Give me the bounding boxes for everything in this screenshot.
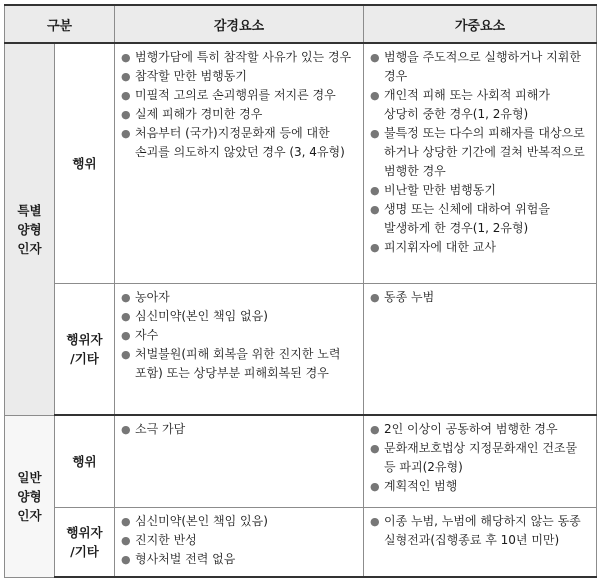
category-general-line: 인자: [17, 507, 42, 523]
general-act-aggravating-list: [370, 420, 588, 496]
general-actor-aggravating-list: [370, 512, 588, 550]
list-item: [121, 48, 355, 67]
general-act-row: [5, 415, 597, 507]
category-special-line: 양형: [17, 221, 42, 237]
general-act-mitigating-cell: [115, 415, 364, 507]
general-act-mitigating-list: [121, 420, 355, 439]
list-item-text: 실제 피해가 경미한 경우: [135, 107, 263, 121]
bullet-icon: ●: [121, 533, 131, 547]
list-item-text: 소극 가담: [135, 422, 186, 436]
list-item: [370, 48, 588, 86]
list-item: [121, 67, 355, 86]
bullet-icon: ●: [121, 423, 131, 436]
bullet-icon: ●: [121, 309, 131, 323]
special-act-mitigating-cell: [115, 43, 364, 283]
list-item: [370, 86, 588, 124]
subcategory-label-line: 행위자: [66, 331, 103, 347]
bullet-icon: ●: [121, 552, 131, 566]
bullet-icon: ●: [121, 290, 131, 304]
category-special: [5, 43, 55, 415]
list-item-text: 계획적인 범행: [384, 479, 458, 493]
list-item: [370, 420, 588, 439]
list-item-text: 진지한 반성: [135, 532, 197, 547]
list-item-text: 범행을 주도적으로 실행하거나 지휘한 경우: [384, 50, 581, 83]
list-item-text: 문화재보호법상 지정문화재인 건조물 등 파괴(2유형): [384, 441, 578, 474]
list-item-text: 이종 누범, 누범에 해당하지 않는 동종 실형전과(집행종료 후 10년 미만): [384, 513, 581, 547]
category-general: [5, 415, 55, 577]
list-item-text: 비난할 만한 범행동기: [384, 183, 496, 197]
header-category: 구분: [5, 5, 115, 43]
list-item-text: 불특정 또는 다수의 피해자를 대상으로 하거나 상당한 기간에 걸쳐 반복적으로 범행한 경우: [384, 126, 585, 178]
special-actor-aggravating-cell: [364, 283, 597, 415]
header-aggravating: 가중요소: [364, 5, 597, 43]
list-item-text: 자수: [135, 327, 159, 342]
list-item: [370, 512, 588, 550]
subcategory-act: [55, 43, 115, 283]
list-item: [370, 181, 588, 200]
list-item: [121, 326, 355, 345]
list-item: [121, 86, 355, 105]
list-item-text: 동종 누범: [384, 289, 435, 304]
list-item-text: 형사처벌 전력 없음: [135, 551, 236, 566]
subcategory-label-line: 행위: [72, 453, 97, 469]
subcategory-label-line: /기타: [70, 350, 99, 366]
bullet-icon: ●: [121, 127, 131, 140]
subcategory-actor: [55, 283, 115, 415]
list-item-text: 범행가담에 특히 참작할 사유가 있는 경우: [135, 50, 352, 64]
list-item: [121, 550, 355, 569]
bullet-icon: ●: [121, 70, 131, 83]
bullet-icon: ●: [121, 347, 131, 361]
list-item: [121, 531, 355, 550]
list-item-text: 농아자: [135, 289, 170, 304]
list-item-text: 처벌불원(피해 회복을 위한 진지한 노력 포함) 또는 상당부분 피해회복된 경우: [135, 346, 341, 380]
special-actor-mitigating-list: [121, 288, 355, 383]
list-item-text: 2인 이상이 공동하여 범행한 경우: [384, 422, 558, 436]
subcategory-act: [55, 415, 115, 507]
bullet-icon: ●: [121, 51, 131, 64]
list-item-text: 처음부터 (국가)지정문화재 등에 대한 손괴를 의도하지 않았던 경우 (3, 4유형): [135, 126, 345, 159]
list-item: [121, 420, 355, 439]
list-item: [121, 124, 355, 162]
bullet-icon: ●: [121, 89, 131, 102]
sentencing-factors-table: [4, 4, 597, 578]
list-item: [370, 124, 588, 181]
list-item-text: 심신미약(본인 책임 있음): [135, 513, 268, 528]
bullet-icon: ●: [121, 328, 131, 342]
list-item: [121, 307, 355, 326]
bullet-icon: ●: [370, 89, 380, 102]
list-item: [370, 477, 588, 496]
general-actor-aggravating-cell: [364, 507, 597, 577]
bullet-icon: ●: [121, 108, 131, 121]
special-actor-row: [5, 283, 597, 415]
list-item: [121, 105, 355, 124]
special-actor-mitigating-cell: [115, 283, 364, 415]
special-act-row: [5, 43, 597, 283]
special-act-mitigating-list: [121, 48, 355, 162]
header-mitigating: 감경요소: [115, 5, 364, 43]
bullet-icon: ●: [370, 290, 380, 304]
subcategory-actor: [55, 507, 115, 577]
bullet-icon: ●: [370, 423, 380, 436]
category-general-line: 일반: [17, 469, 42, 485]
bullet-icon: ●: [370, 203, 380, 216]
list-item-text: 참작할 만한 범행동기: [135, 69, 247, 83]
list-item: [121, 345, 355, 383]
list-item: [370, 200, 588, 238]
general-actor-row: [5, 507, 597, 577]
list-item: [370, 238, 588, 257]
list-item-text: 생명 또는 신체에 대하여 위험을 발생하게 한 경우(1, 2유형): [384, 202, 550, 235]
special-act-aggravating-list: [370, 48, 588, 257]
general-actor-mitigating-list: [121, 512, 355, 569]
bullet-icon: ●: [370, 514, 380, 528]
bullet-icon: ●: [370, 241, 380, 254]
list-item-text: 심신미약(본인 책임 없음): [135, 308, 268, 323]
special-actor-aggravating-list: [370, 288, 588, 307]
list-item-text: 미필적 고의로 손괴행위를 저지른 경우: [135, 88, 336, 102]
bullet-icon: ●: [370, 184, 380, 197]
category-special-line: 특별: [17, 202, 42, 218]
list-item: [370, 439, 588, 477]
general-actor-mitigating-cell: [115, 507, 364, 577]
list-item-text: 피지휘자에 대한 교사: [384, 240, 496, 254]
table-header-row: [5, 5, 597, 43]
list-item: [121, 512, 355, 531]
special-act-aggravating-cell: [364, 43, 597, 283]
list-item: [121, 288, 355, 307]
list-item: [370, 288, 588, 307]
bullet-icon: ●: [121, 514, 131, 528]
subcategory-label-line: 행위자: [66, 524, 103, 540]
bullet-icon: ●: [370, 442, 380, 455]
category-general-line: 양형: [17, 488, 42, 504]
general-act-aggravating-cell: [364, 415, 597, 507]
category-special-line: 인자: [17, 240, 42, 256]
subcategory-label-line: 행위: [72, 155, 97, 171]
bullet-icon: ●: [370, 480, 380, 493]
subcategory-label-line: /기타: [70, 543, 99, 559]
bullet-icon: ●: [370, 127, 380, 140]
bullet-icon: ●: [370, 51, 380, 64]
list-item-text: 개인적 피해 또는 사회적 피해가 상당히 중한 경우(1, 2유형): [384, 88, 550, 121]
